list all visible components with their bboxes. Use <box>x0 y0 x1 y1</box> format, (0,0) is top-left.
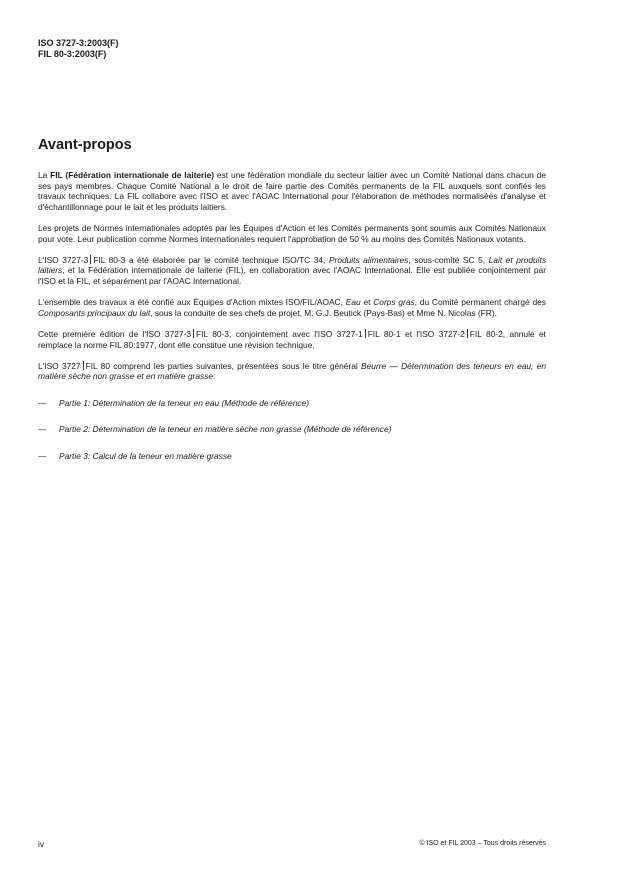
text-run: FIL 80-2, annule et remplace la norme FIL 80:1977, dont elle constitue une révision technique. <box>38 328 546 350</box>
standard-id-iso: ISO 3727-3:2003(F) <box>38 38 119 48</box>
text-run: L'ensemble des travaux a été confié aux Équipes d'Action mixtes ISO/FIL/AOAC, <box>38 297 346 308</box>
separator-bar <box>83 361 84 370</box>
team-name-water: Eau <box>345 297 361 308</box>
part-2-title: Partie 2: Détermination de la teneur en matière sèche non grasse (Méthode de référence) <box>59 424 392 435</box>
text-run: , sous la conduite de ses chefs de projet, M. G.J. Beutick (Pays-Bas) et Mme N. Nicolas (FR). <box>150 307 497 318</box>
paragraph-fil-intro <box>38 170 546 212</box>
part-1-title: Partie 1: Détermination de la teneur en eau (Méthode de référence) <box>59 397 310 408</box>
paragraph-preparation <box>38 255 546 287</box>
text-run: FIL 80 comprend les parties suivantes, présentées sous le titre général <box>85 360 362 371</box>
text-run: , sous-comité SC 5, <box>408 254 489 265</box>
document-header <box>38 38 119 60</box>
general-title: Beurre — Détermination des teneurs en eau, en matière sèche non grasse et en matière grasse <box>38 360 546 382</box>
text-run: L'ISO 3727 <box>38 360 81 371</box>
team-name-fat: Corps gras <box>373 297 415 308</box>
separator-bar <box>90 255 91 264</box>
text-run: est une fédération mondiale du secteur laitier avec un Comité National dans chacun de ses pays membres. Chaque Comité National a le droit de faire partie des Comités permanents de la FIL auxquels sont confiés les travaux techniques. La FIL collabore avec l'ISO et avec l'AOAC International pour l'élaboration de méthodes normalisées d'analyse et d'échantillonnage pour le lait et les produits laitiers. <box>38 170 546 212</box>
part-3-title: Partie 3: Calcul de la teneur en matière grasse <box>59 450 232 461</box>
copyright-notice: © ISO et FIL 2003 – Tous droits réservés <box>419 840 546 847</box>
separator-bar <box>365 329 366 338</box>
list-item <box>38 451 546 462</box>
separator-bar <box>467 329 468 338</box>
committee-name: Composants principaux du lait <box>38 307 151 318</box>
text-run: La <box>38 170 51 180</box>
text-run: : <box>213 371 216 382</box>
body-text <box>38 170 546 477</box>
list-item <box>38 398 546 409</box>
dash-bullet: — <box>38 424 47 435</box>
text-run: L'ISO 3727-3 <box>38 254 89 265</box>
list-item <box>38 424 546 435</box>
text-run: FIL 80-1 et l'ISO 3727-2 <box>367 328 465 339</box>
dash-bullet: — <box>38 397 47 408</box>
section-title: Avant-propos <box>38 137 132 153</box>
parts-list <box>38 398 546 461</box>
page-number: iv <box>38 839 45 849</box>
dash-bullet: — <box>38 450 47 461</box>
text-run: FIL 80-3 a été élaborée par le comité technique ISO/TC 34, <box>93 254 329 265</box>
fil-name-bold: FIL (Fédération internationale de laiterie) <box>50 170 215 180</box>
committee-title: Produits alimentaires <box>328 254 409 265</box>
paragraph-action-teams <box>38 297 546 318</box>
paragraph-voting: Les projets de Normes internationales adoptés par les Équipes d'Action et les Comités permanents sont soumis aux Comités Nationaux pour vote. Leur publication comme Normes internationales requiert l'approbation de 50 % au moins des Comités Nationaux votants. <box>38 222 546 244</box>
text-run: , et la Fédération internationale de laiterie (FIL), en collaboration avec l'AOAC International. Elle est publiée conjointement par l'ISO et la FIL, et séparément par l'AOAC International. <box>38 265 546 286</box>
standard-id-fil: FIL 80-3:2003(F) <box>38 49 107 59</box>
subcommittee-title: Lait et produits laitiers <box>38 254 547 276</box>
paragraph-parts-intro <box>38 361 546 382</box>
text-run: FIL 80-3, conjointement avec l'ISO 3727-1 <box>196 328 363 339</box>
separator-bar <box>193 329 194 338</box>
paragraph-edition <box>38 329 546 350</box>
text-run: , du Comité permanent chargé des <box>414 297 546 308</box>
text-run: et <box>360 297 374 308</box>
text-run: Cette première édition de l'ISO 3727-3 <box>38 328 192 339</box>
